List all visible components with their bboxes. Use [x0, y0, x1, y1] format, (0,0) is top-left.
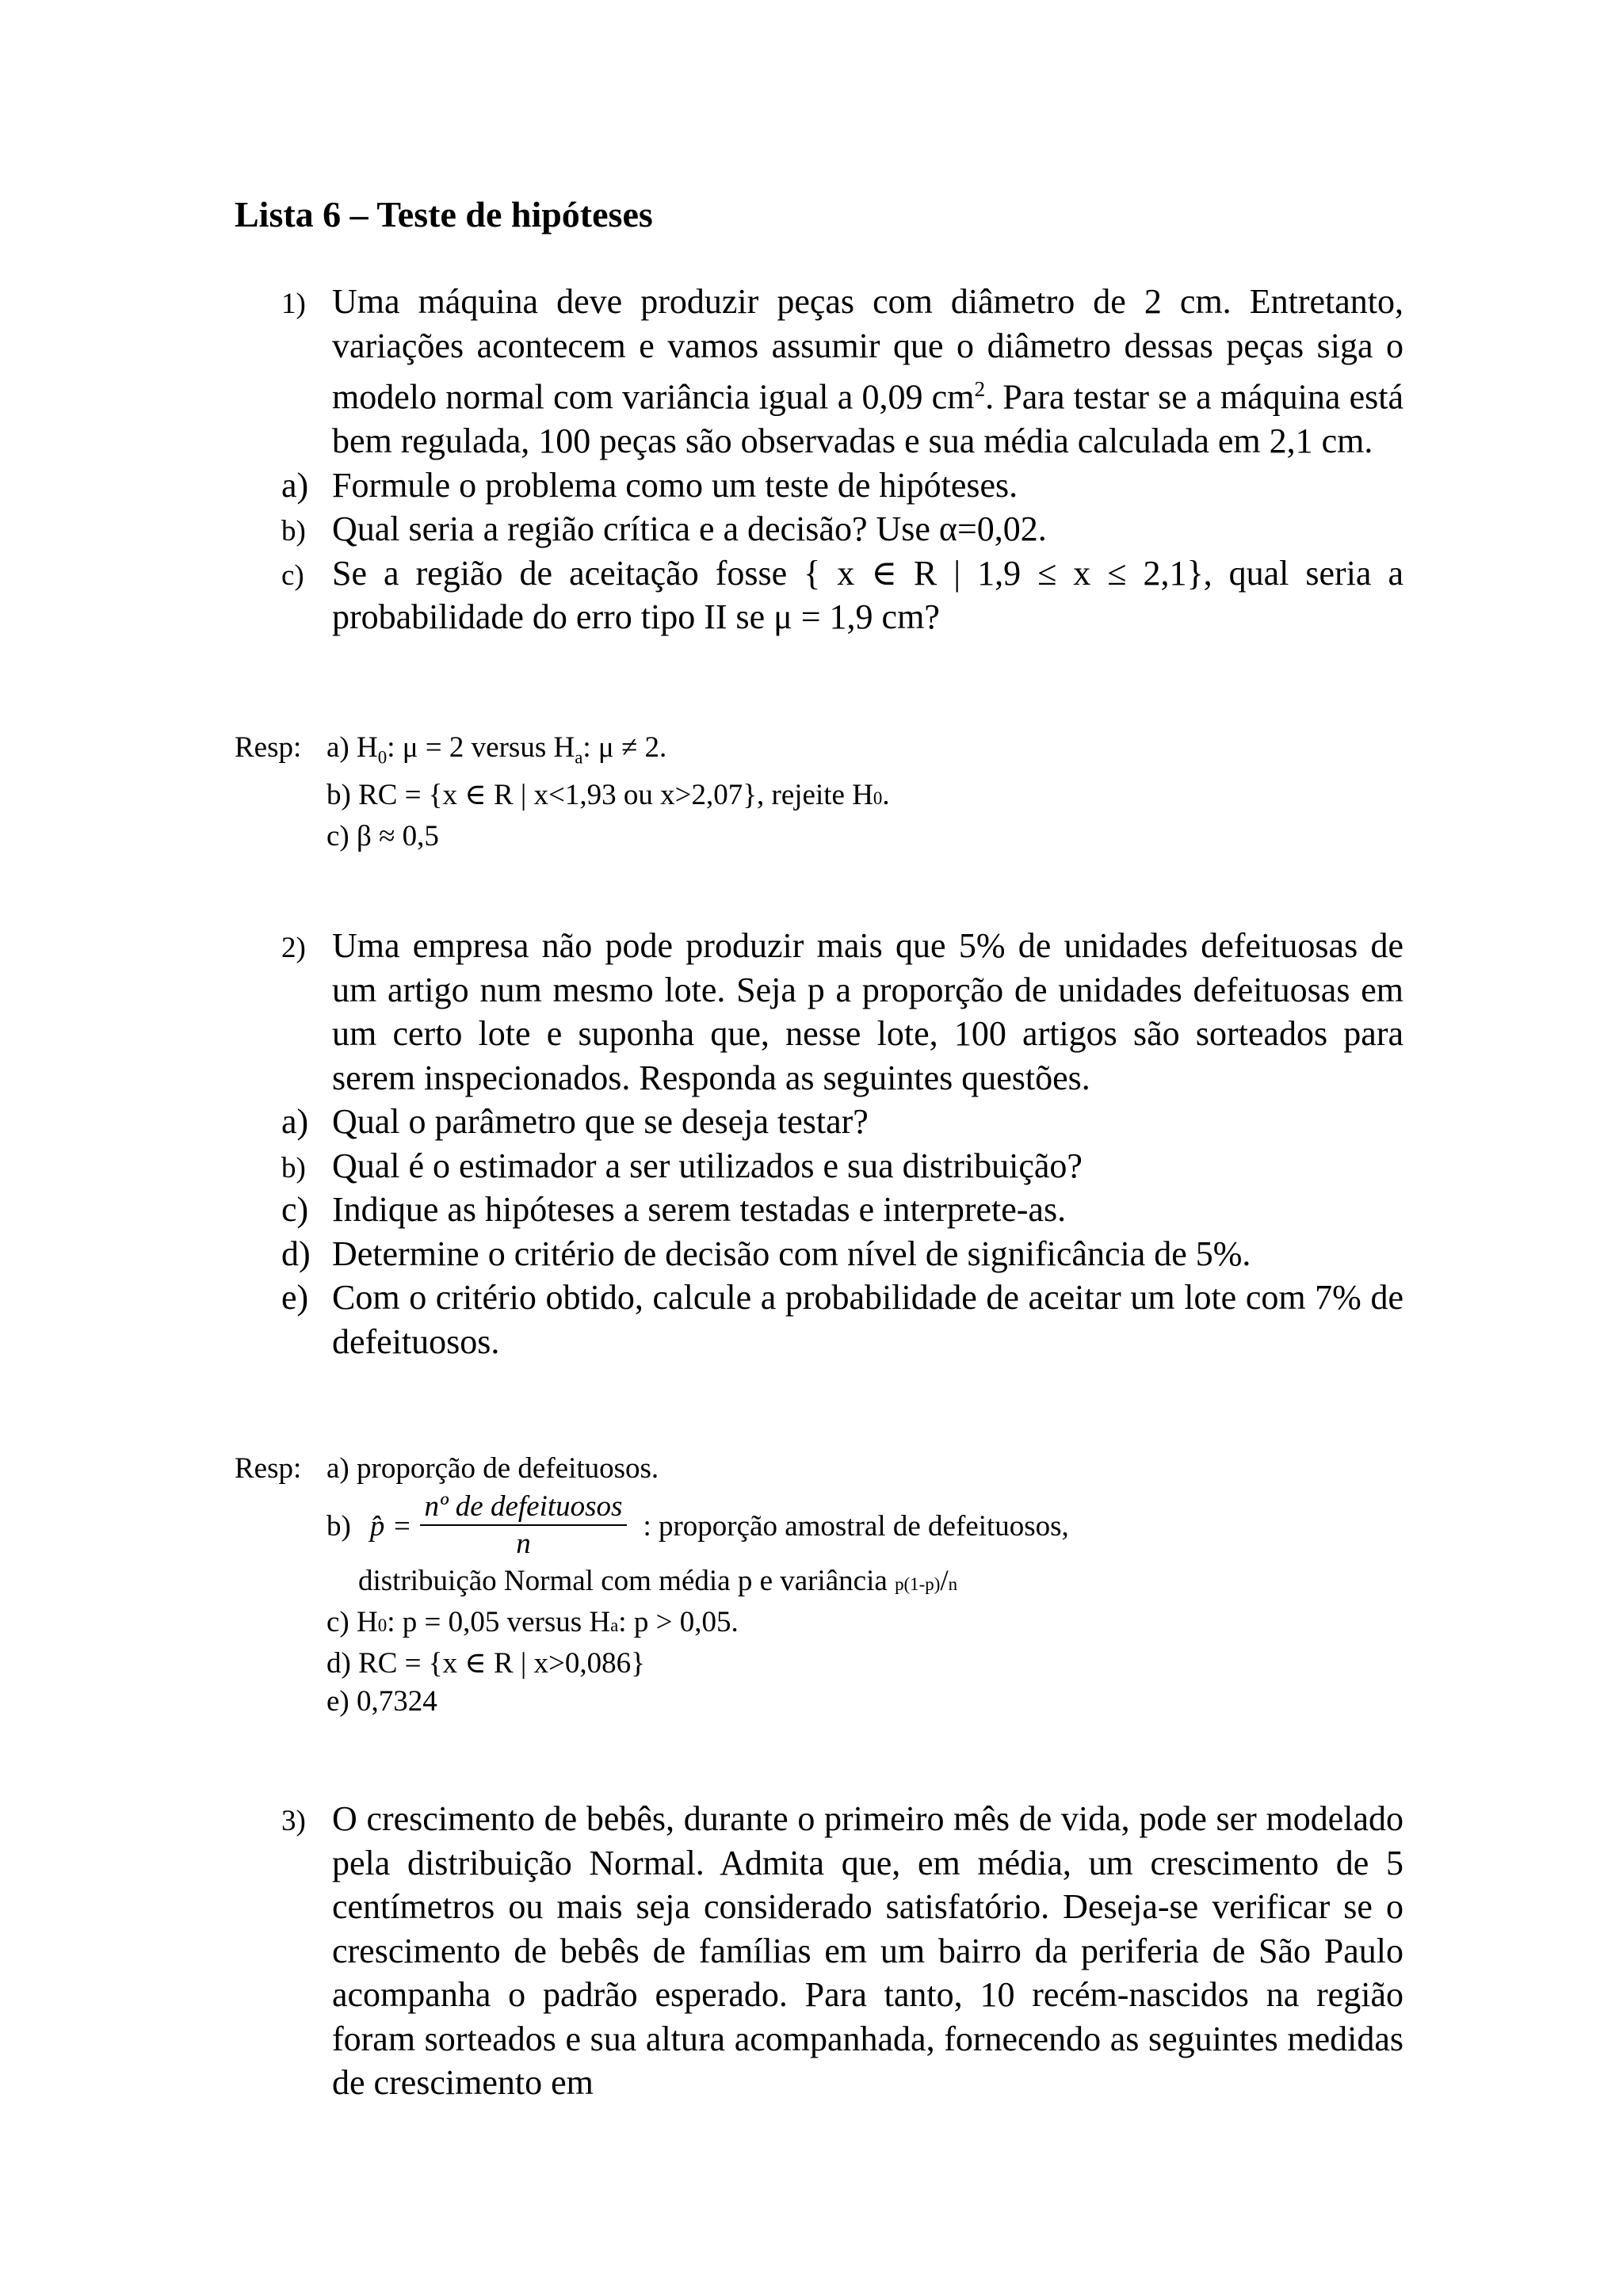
- item-e: Com o critério obtido, calcule a probabilidade de aceitar um lote com 7% de defeituosos.: [332, 1278, 1403, 1361]
- question-number: 3): [281, 1805, 306, 1837]
- item-a: Qual o parâmetro que se deseja testar?: [332, 1102, 869, 1141]
- item-b: Qual seria a região crítica e a decisão? Use α=0,02.: [332, 509, 1047, 549]
- question-text: O crescimento de bebês, durante o primeiro mês de vida, pode ser modelado pela distribuição Normal. Admita que, em média, um crescimento de 5 centímetros ou mais seja considerado satisfatório. Deseja-se verificar se o crescimento de bebês de famílias em um bairro da periferia de São Paulo acompanha o padrão esperado. Para tanto, 10 recém-nascidos na região foram sorteados e sua altura acompanhada, fornecendo as seguintes medidas de crescimento em: [332, 1799, 1403, 2102]
- resp-b-distribution: distribuição Normal com média p e variância p(1-p) / n: [358, 1565, 958, 1597]
- question-text: Uma máquina deve produzir peças com diâmetro de 2 cm. Entretanto, variações acontecem e vamos assumir que o diâmetro dessas peças siga o modelo normal com variância igual a 0,09 $cm^2$. Para testar se a máquina está bem regulada, 100 peças são observadas e sua média calculada em 2,1 cm.: [332, 282, 1404, 461]
- item-c: Se a região de aceitação fosse { x ∈ R | 1,9 ≤ x ≤ 2,1}, qual seria a probabilidade do erro tipo II se μ = 1,9 cm?: [332, 553, 1403, 637]
- item-b: Qual é o estimador a ser utilizados e sua distribuição?: [332, 1146, 1083, 1185]
- item-c: Indique as hipóteses a serem testadas e interprete-as.: [332, 1190, 1067, 1229]
- item-label: a): [281, 465, 309, 505]
- item-label: d): [281, 1234, 311, 1273]
- resp-e: e) 0,7324: [327, 1685, 437, 1718]
- p-hat-symbol: p̂ =: [369, 1510, 412, 1543]
- item-label: b): [281, 515, 306, 548]
- resp-c: c) H 0 : p = 0,05 versus H a : p > 0,05.: [327, 1606, 739, 1638]
- item-label: b): [281, 1151, 306, 1184]
- question-number: 1): [281, 288, 306, 320]
- question-1: [281, 280, 1403, 639]
- item-label: e): [281, 1278, 309, 1317]
- resp-a: a) proporção de defeituosos.: [327, 1452, 659, 1485]
- item-label: a): [281, 1102, 309, 1141]
- resp-label: Resp:: [235, 731, 302, 764]
- resp-d: d) RC = {x ∈ R | x>0,086}: [327, 1647, 645, 1680]
- resp-c: c) β ≈ 0,5: [327, 820, 439, 853]
- page-title: Lista 6 – Teste de hipóteses: [235, 194, 653, 235]
- item-d: Determine o critério de decisão com nível de significância de 5%.: [332, 1234, 1251, 1273]
- resp-label: Resp:: [235, 1452, 302, 1485]
- item-label: c): [281, 1190, 309, 1229]
- question-text: Uma empresa não pode produzir mais que 5% de unidades defeituosas de um artigo num mesmo lote. Seja p a proporção de unidades defeituosas em um certo lote e suponha que, nesse lote, 100 artigos são sorteados para serem inspecionados. Responda as seguintes questões.: [332, 926, 1403, 1097]
- answer-1: [235, 729, 890, 856]
- resp-a: a) $H_0$: μ = 2 versus $H_a$: μ ≠ 2.: [327, 731, 667, 768]
- item-a: Formule o problema como um teste de hipóteses.: [332, 465, 1018, 505]
- resp-b: b) p̂ = $\frac{\text{nº de defeituosos}}{n}$ : proporção amostral de defeituosos,: [235, 1491, 1069, 1562]
- item-label: c): [281, 559, 304, 592]
- question-2: [281, 924, 1403, 1363]
- resp-b: b) RC = {x ∈ R | x<1,93 ou x>2,07}, rejeite H 0 .: [327, 779, 890, 812]
- question-number: 2): [281, 932, 306, 964]
- fraction: $\frac{\text{nº de defeituosos}}{n}$: [420, 1491, 628, 1562]
- answer-2: [235, 1450, 1069, 1721]
- question-3: [281, 1797, 1403, 2105]
